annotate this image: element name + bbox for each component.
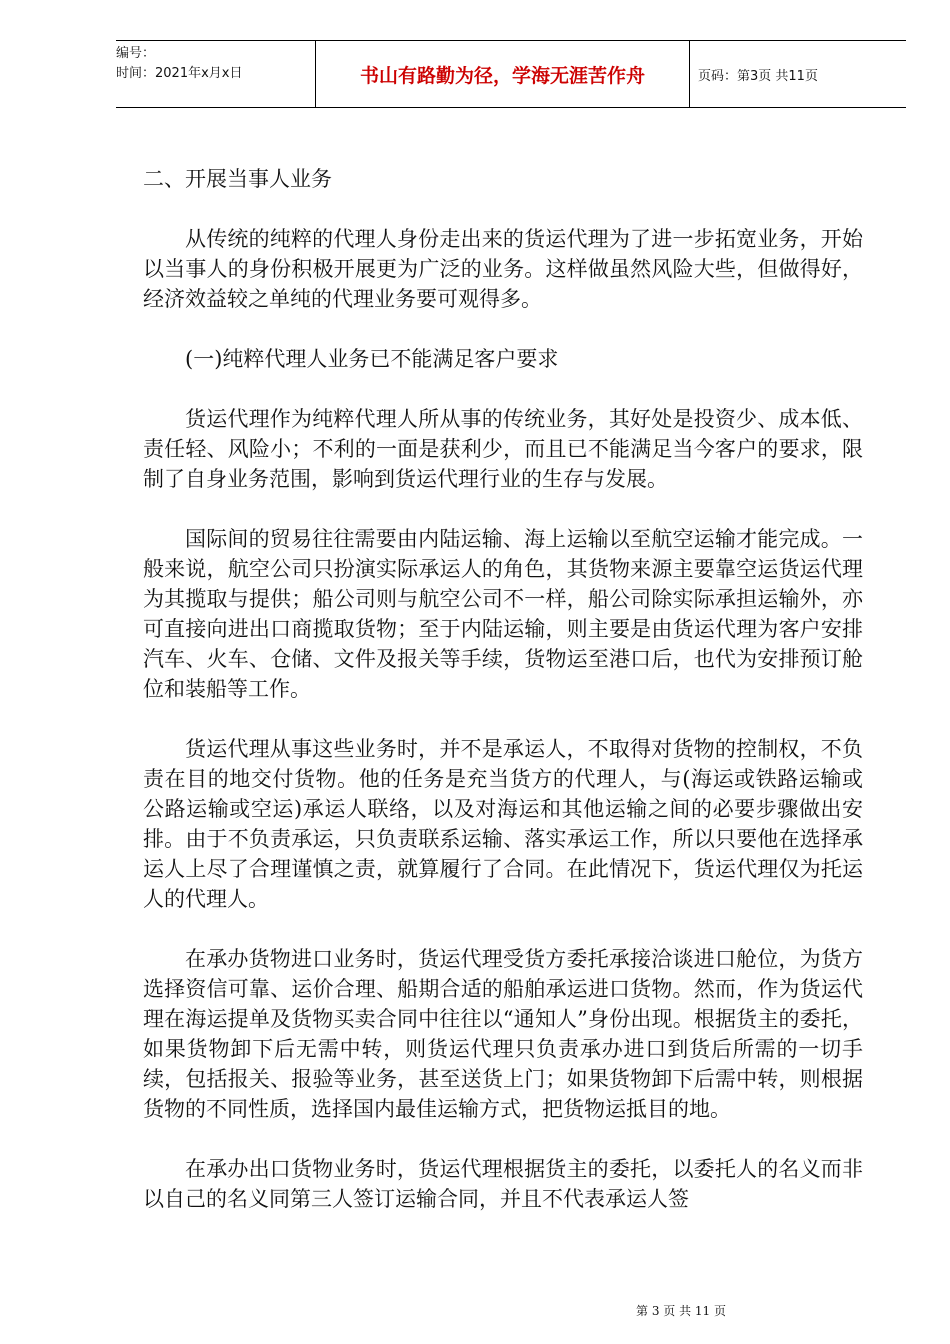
paragraph: 国际间的贸易往往需要由内陆运输、海上运输以至航空运输才能完成。一般来说，航空公司只扮演实际承运人的角色，其货物来源主要靠空运货运代理为其揽取与提供；船公司则与航空公司不一样，船公司除实际承担运输外，亦可直接向进出口商揽取货物；至于内陆运输，则主要是由货运代理为客户安排汽车、火车、仓储、文件及报关等手续，货物运至港口后，也代为安排预订舱位和装船等工作。 [143,527,863,701]
footer-page-number: 第 3 页 共 11 页 [636,1304,726,1318]
paragraph: 在承办货物进口业务时，货运代理受货方委托承接洽谈进口舱位，为货方选择资信可靠、运价合理、船期合适的船舶承运进口货物。然而，作为货运代理在海运提单及货物买卖合同中往往以“通知人”身份出现。根据货主的委托，如果货物卸下后无需中转，则货运代理只负责承办进口到货后所需的一切手续，包括报关、报验等业务，甚至送货上门；如果货物卸下后需中转，则根据货物的不同性质，选择国内最佳运输方式，把货物运抵目的地。 [143,947,863,1121]
header-page-info: 页码：第3页 共11页 [698,68,818,84]
section-heading: 二、开展当事人业务 [143,167,332,191]
paragraph: 在承办出口货物业务时，货运代理根据货主的委托，以委托人的名义而非以自己的名义同第三人签订运输合同，并且不代表承运人签 [143,1157,863,1211]
paragraph: 货运代理作为纯粹代理人所从事的传统业务，其好处是投资少、成本低、责任轻、风险小；不利的一面是获利少，而且已不能满足当今客户的要求，限制了自身业务范围，影响到货运代理行业的生存与发展。 [143,407,863,491]
header-motto: 书山有路勤为径，学海无涯苦作舟 [359,64,645,87]
header-motto-cell [316,41,690,107]
subsection-heading: (一)纯粹代理人业务已不能满足客户要求 [185,347,559,371]
page-header [116,40,906,108]
document-body [143,164,863,1214]
header-time: 时间：2021年x月x日 [116,66,243,81]
paragraph: 货运代理从事这些业务时，并不是承运人，不取得对货物的控制权，不负责在目的地交付货物。他的任务是充当货方的代理人，与(海运或铁路运输或公路运输或空运)承运人联络，以及对海运和其他运输之间的必要步骤做出安排。由于不负责承运，只负责联系运输、落实承运工作，所以只要他在选择承运人上尽了合理谨慎之责，就算履行了合同。在此情况下，货运代理仅为托运人的代理人。 [143,737,863,911]
header-number: 编号： [116,46,156,61]
header-meta [116,41,316,107]
paragraph: 从传统的纯粹的代理人身份走出来的货运代理为了进一步拓宽业务，开始以当事人的身份积极开展更为广泛的业务。这样做虽然风险大些，但做得好，经济效益较之单纯的代理业务要可观得多。 [143,227,863,311]
